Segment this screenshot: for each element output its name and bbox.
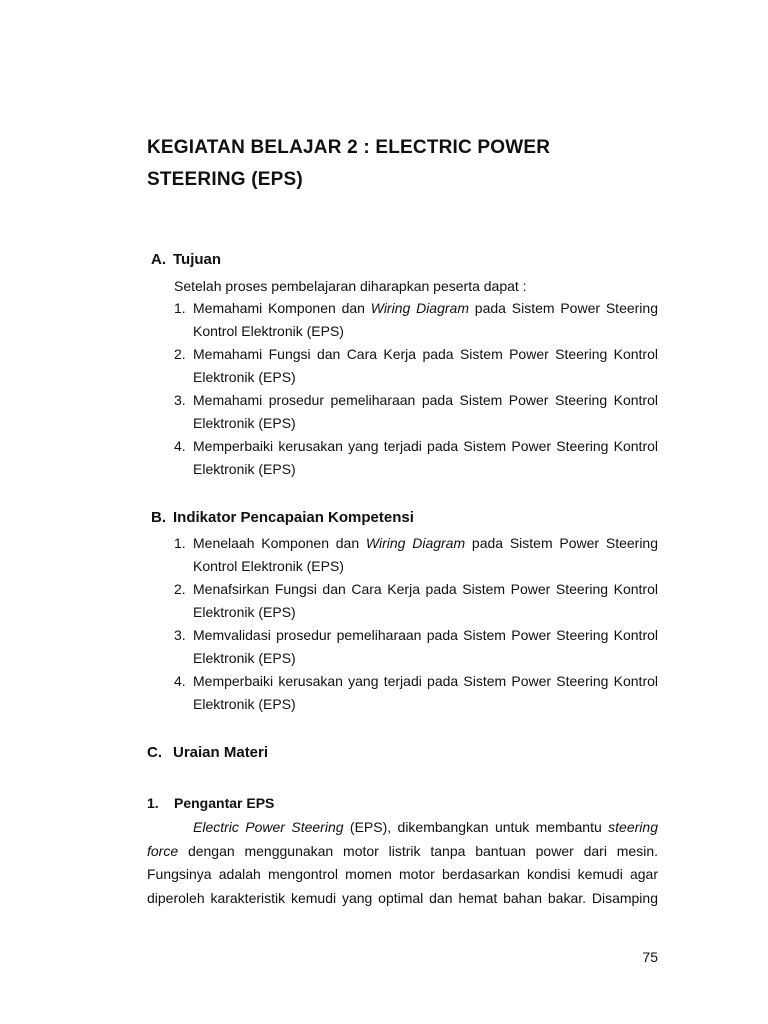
section-a-list [174,297,658,481]
section-a-letter: A. [151,251,166,268]
paragraph-text: dengan menggunakan motor listrik tanpa bantuan power dari mesin. [178,842,658,859]
list-item-line-2: Kontrol Elektronik (EPS) [193,323,344,339]
list-item-number: 1. [174,535,186,551]
list-item-number: 2. [174,346,186,362]
paragraph-line-1 [147,816,658,840]
list-item-line-1: Menafsirkan Fungsi dan Cara Kerja pada Sistem Power Steering Kontrol [193,581,658,597]
list-item-line-2: Kontrol Elektronik (EPS) [193,558,344,574]
body-paragraph [147,816,658,910]
list-item-number: 3. [174,627,186,643]
list-item-line-1: Memahami prosedur pemeliharaan pada Sistem Power Steering Kontrol [193,392,658,408]
list-item [174,578,658,624]
list-item-line-2: Elektronik (EPS) [193,604,296,620]
list-item [174,624,658,670]
list-item-text: pada Sistem Power Steering [469,300,658,316]
section-a-heading [151,250,221,270]
section-b-list [174,532,658,716]
list-item-line-2: Elektronik (EPS) [193,415,296,431]
section-b-heading [151,508,414,528]
list-item-line-1: Memperbaiki kerusakan yang terjadi pada Sistem Power Steering Kontrol [193,438,658,454]
list-item-text: Menelaah Komponen dan [193,535,366,551]
list-item [174,389,658,435]
subsection-1-title: Pengantar EPS [174,795,275,811]
list-item [174,670,658,716]
list-item-line-1 [193,532,658,555]
list-item-number: 3. [174,392,186,408]
list-item-line-1: Memahami Fungsi dan Cara Kerja pada Sistem Power Steering Kontrol [193,346,658,362]
list-item-text: pada Sistem Power Steering [465,535,659,551]
section-c-letter: C. [147,744,162,761]
section-b-title: Indikator Pencapaian Kompetensi [173,509,414,526]
section-a-title: Tujuan [173,251,222,268]
list-item-line-1: Memvalidasi prosedur pemeliharaan pada Sistem Power Steering Kontrol [193,627,658,643]
subsection-1-heading [147,793,274,813]
list-item-italic: Wiring Diagram [365,535,466,551]
title-line-1: KEGIATAN BELAJAR 2 : ELECTRIC POWER [147,137,551,158]
list-item-text: Memahami Komponen dan [193,300,371,316]
list-item [174,435,658,481]
list-item-number: 4. [174,438,186,454]
list-item [174,297,658,343]
title-line-2: STEERING (EPS) [147,169,303,190]
section-c-heading [147,743,268,763]
paragraph-italic: force [147,842,179,859]
paragraph-italic: steering [608,819,658,835]
list-item-line-1 [193,297,658,320]
page-number: 75 [642,949,658,965]
subsection-1-number: 1. [147,795,159,811]
paragraph-italic: Electric Power Steering [193,819,344,835]
list-item-number: 2. [174,581,186,597]
paragraph-text: (EPS), dikembangkan untuk membantu [343,819,609,835]
list-item-line-2: Elektronik (EPS) [193,461,296,477]
list-item [174,532,658,578]
list-item-line-1: Memperbaiki kerusakan yang terjadi pada Sistem Power Steering Kontrol [193,673,658,689]
list-item-line-2: Elektronik (EPS) [193,369,296,385]
list-item-line-2: Elektronik (EPS) [193,650,296,666]
list-item-number: 1. [174,300,186,316]
list-item-line-2: Elektronik (EPS) [193,696,296,712]
section-b-letter: B. [151,509,166,526]
list-item [174,343,658,389]
section-c-title: Uraian Materi [173,744,269,761]
page-title [147,132,627,196]
section-a-intro: Setelah proses pembelajaran diharapkan peserta dapat : [174,278,527,294]
list-item-number: 4. [174,673,186,689]
list-item-italic: Wiring Diagram [370,300,469,316]
paragraph-line-3: Fungsinya adalah mengontrol momen motor berdasarkan kondisi kemudi agar [147,866,658,882]
paragraph-line-2 [147,840,658,864]
paragraph-line-4: diperoleh karakteristik kemudi yang optimal dan hemat bahan bakar. Disamping [147,889,658,906]
